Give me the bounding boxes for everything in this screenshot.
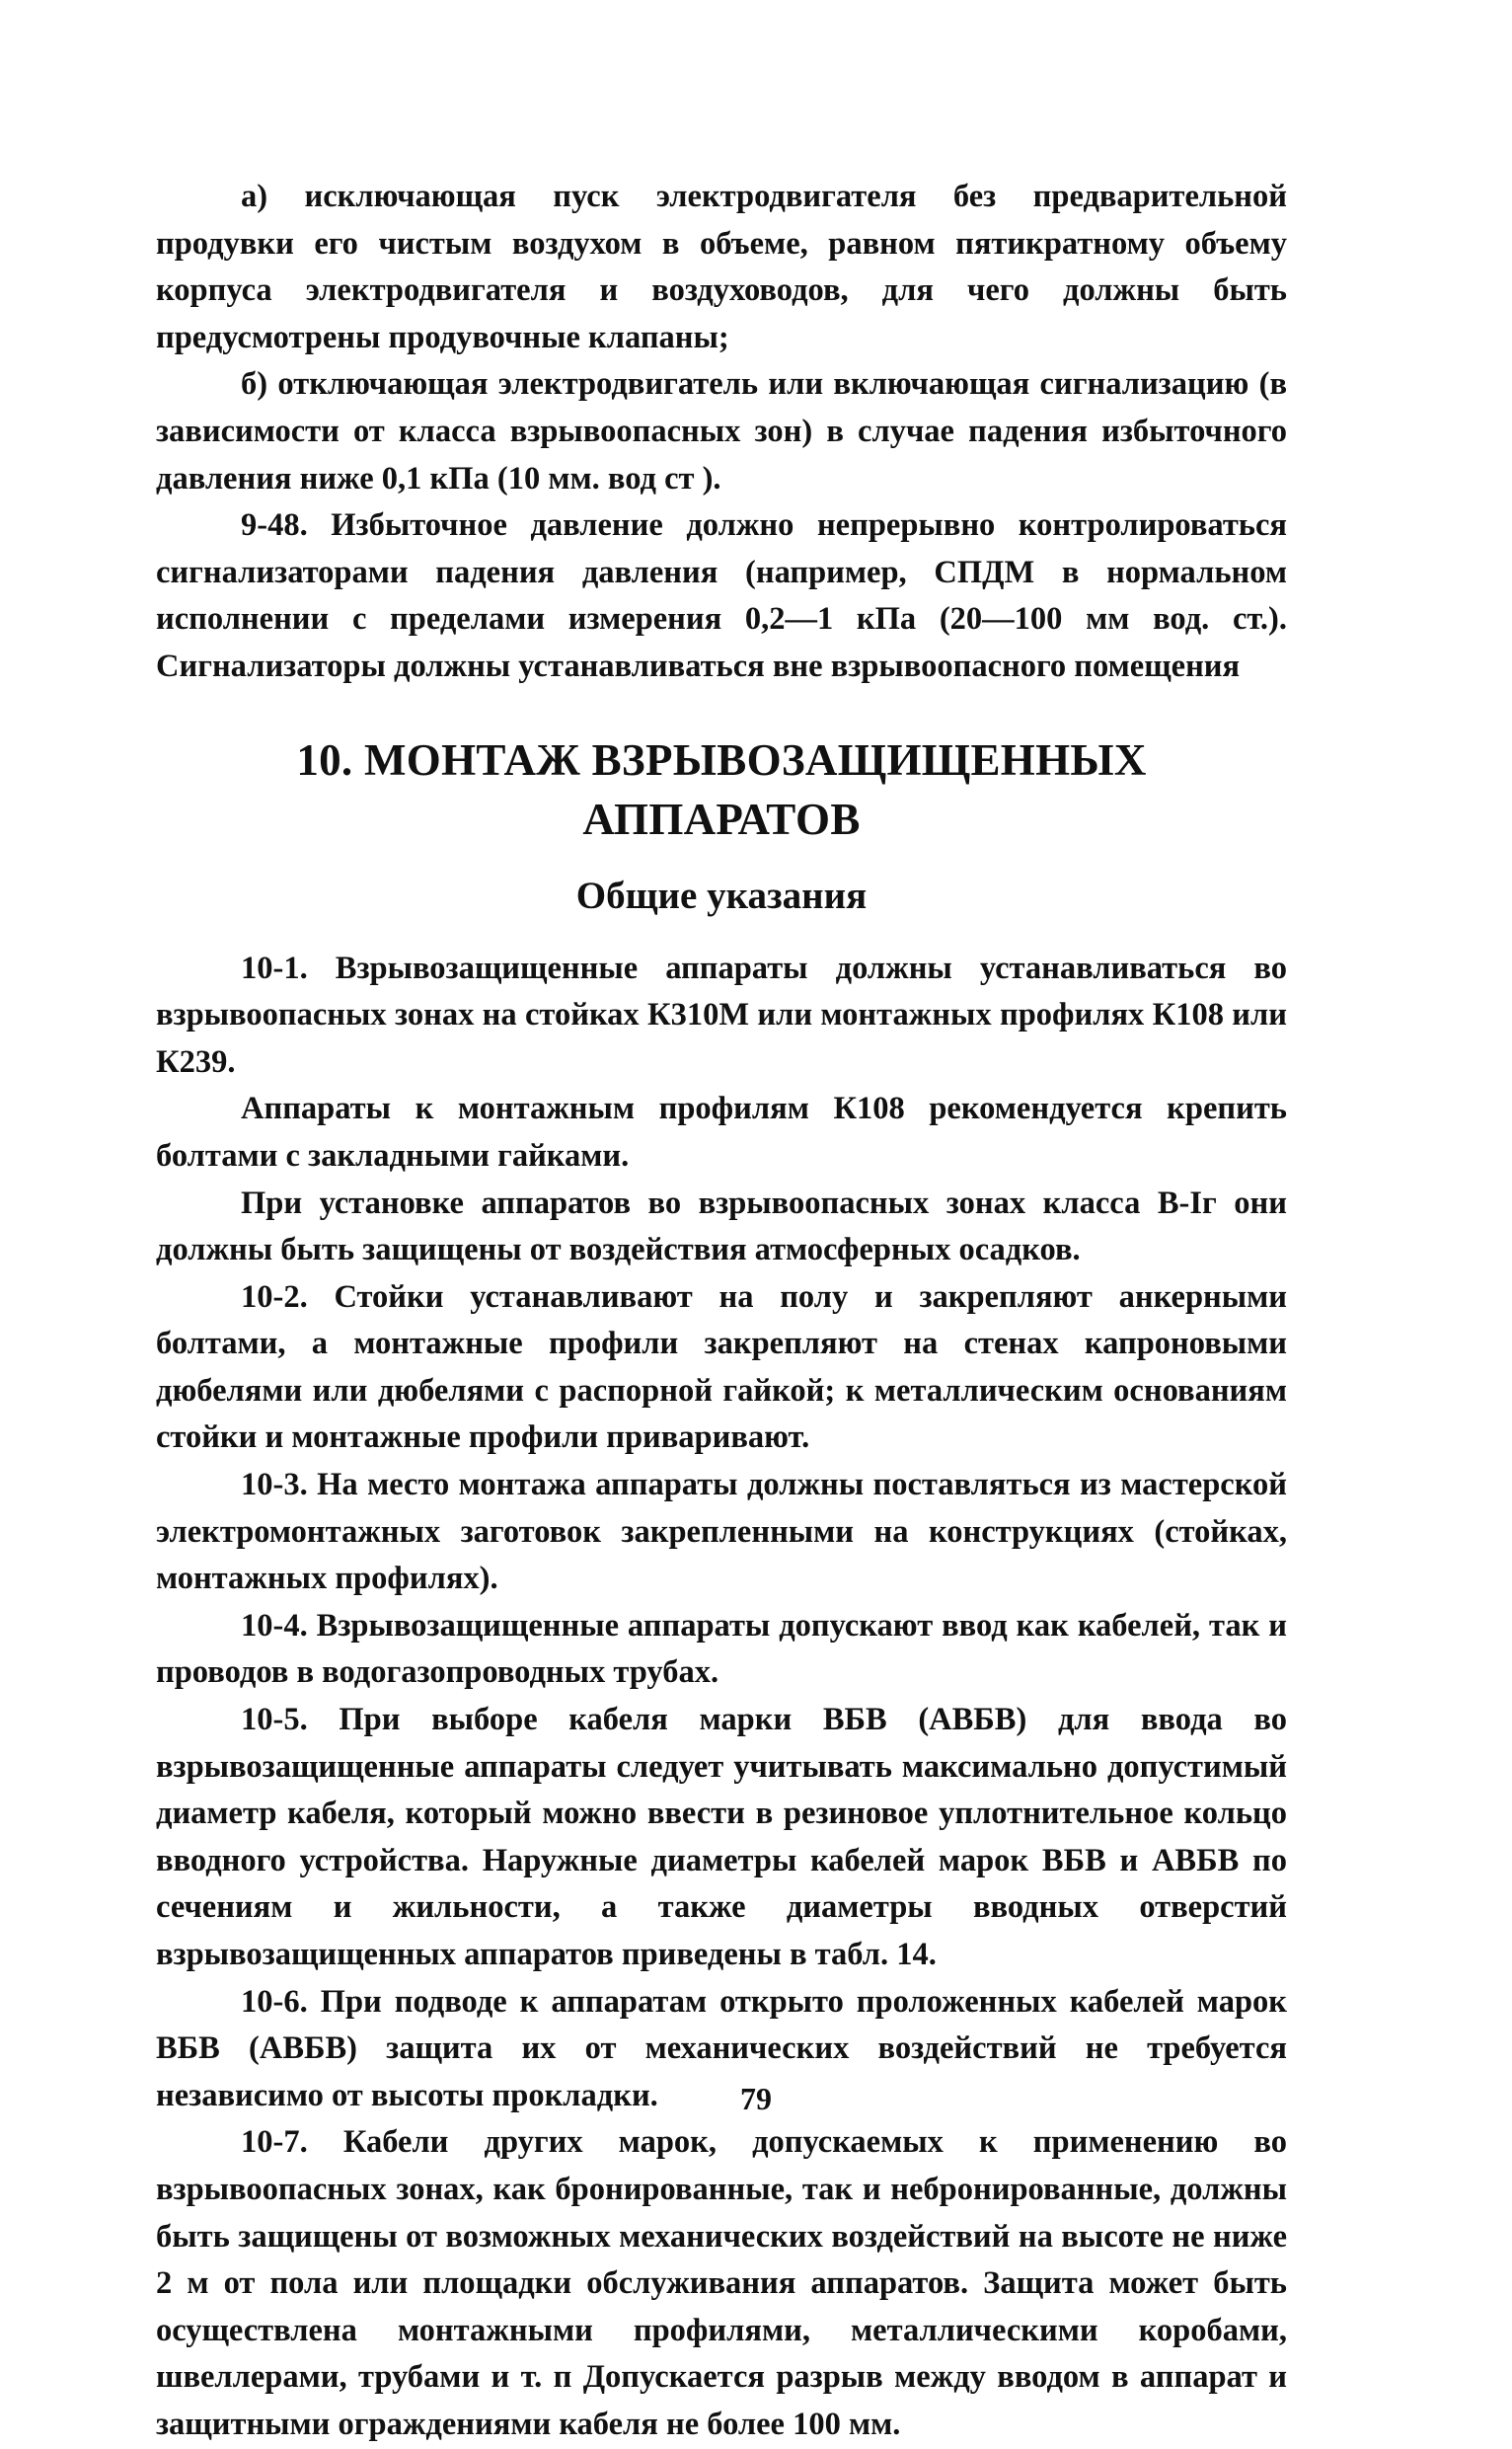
paragraph-text: Взрывозащищенные аппараты должны устанавливаться во взрывоопасных зонах на стойках К310М или монтажных профилях К108 или К239.: [156, 950, 1287, 1080]
paragraph-text: Избыточное давление должно непрерывно контролироваться сигнализаторами падения давления (например, СПДМ в нормальном исполнении с пределами измерения 0,2—1 кПа (20—100 мм вод. ст.). Сигнализаторы должны устанавливаться вне взрывоопасного помещения: [156, 507, 1287, 684]
paragraph-9-48: [156, 502, 1287, 690]
paragraph-10-1-mounting: [156, 1086, 1287, 1180]
bottom-paragraphs: [156, 946, 1287, 2449]
paragraph-number: 10-1.: [241, 950, 308, 986]
paragraph-number: 10-5.: [241, 1702, 308, 1738]
paragraph-10-3: [156, 1462, 1287, 1603]
paragraph-text: Стойки устанавливают на полу и закрепляют анкерными болтами, а монтажные профили закрепляют на стенах капроновыми дюбелями или дюбелями с распорной гайкой; к металлическим основаниям стойки и монтажные профили приваривают.: [156, 1278, 1287, 1456]
paragraph-text: а) исключающая пуск электродвигателя без предварительной продувки его чистым воздухом в объеме, равном пятикратному объему корпуса электродвигателя и воздуховодов, для чего должны быть предусмотрены продувочные клапаны;: [156, 179, 1287, 355]
paragraph-text: б) отключающая электродвигатель или включающая сигнализацию (в зависимости от класса взрывоопасных зон) в случае падения избыточного давления ниже 0,1 кПа (10 мм. вод ст ).: [156, 366, 1287, 497]
paragraph-number: 9-48.: [241, 507, 308, 544]
paragraph-number: 10-6.: [241, 1983, 308, 2020]
paragraph-10-1: [156, 946, 1287, 1087]
paragraph-10-7: [156, 2119, 1287, 2448]
paragraph-text: При выборе кабеля марки ВБВ (АВБВ) для ввода во взрывозащищенные аппараты следует учитывать максимально допустимый диаметр кабеля, который можно ввести в резиновое уплотнительное кольцо вводного устройства. Наружные диаметры кабелей марок ВБВ и АВБВ по сечениям и жильности, а также диаметры вводных отверстий взрывозащищенных аппаратов приведены в табл. 14.: [156, 1702, 1288, 1972]
paragraph-number: 10-3.: [241, 1467, 308, 1503]
paragraph-10-2: [156, 1274, 1287, 1462]
paragraph-number: 10-4.: [241, 1607, 308, 1644]
paragraph-text: На место монтажа аппараты должны поставляться из мастерской электромонтажных заготовок закрепленными на конструкциях (стойках, монтажных профилях).: [156, 1467, 1288, 1597]
paragraph-text: Кабели других марок, допускаемых к применению во взрывоопасных зонах, как бронированные, так и небронированные, должны быть защищены от возможных механических воздействий на высоте не ниже 2 м от пола или площадки обслуживания аппаратов. Защита может быть осуществлена монтажными профилями, металлическими коробами, швеллерами, трубами и т. п Допускается разрыв между вводом в аппарат и защитными ограждениями кабеля не более 100 мм.: [156, 2124, 1287, 2442]
paragraph-text: При установке аппаратов во взрывоопасных зонах класса В-Iг они должны быть защищены от воздействия атмосферных осадков.: [156, 1185, 1287, 1268]
paragraph-b: [156, 361, 1287, 502]
paragraph-number: 10-2.: [241, 1278, 308, 1315]
top-paragraphs: [156, 174, 1287, 691]
paragraph-a: [156, 174, 1287, 361]
paragraph-10-4: [156, 1603, 1287, 1697]
paragraph-text: Аппараты к монтажным профилям К108 рекомендуется крепить болтами с закладными гайками.: [156, 1091, 1287, 1174]
page-number: 79: [740, 2081, 772, 2116]
paragraph-number: 10-7.: [241, 2124, 308, 2161]
section-subtitle: Общие указания: [575, 874, 868, 917]
paragraph-text: Взрывозащищенные аппараты допускают ввод как кабелей, так и проводов в водогазопроводных трубах.: [156, 1607, 1287, 1691]
paragraph-10-5: [156, 1697, 1287, 1979]
section-title: 10. МОНТАЖ ВЗРЫВОЗАЩИЩЕННЫХ АППАРАТОВ: [296, 734, 1147, 844]
paragraph-text: При подводе к аппаратам открыто проложенных кабелей марок ВБВ (АВБВ) защита их от механических воздействий не требуется независимо от высоты прокладки.: [156, 1983, 1288, 2113]
paragraph-10-1-class: [156, 1181, 1287, 1274]
